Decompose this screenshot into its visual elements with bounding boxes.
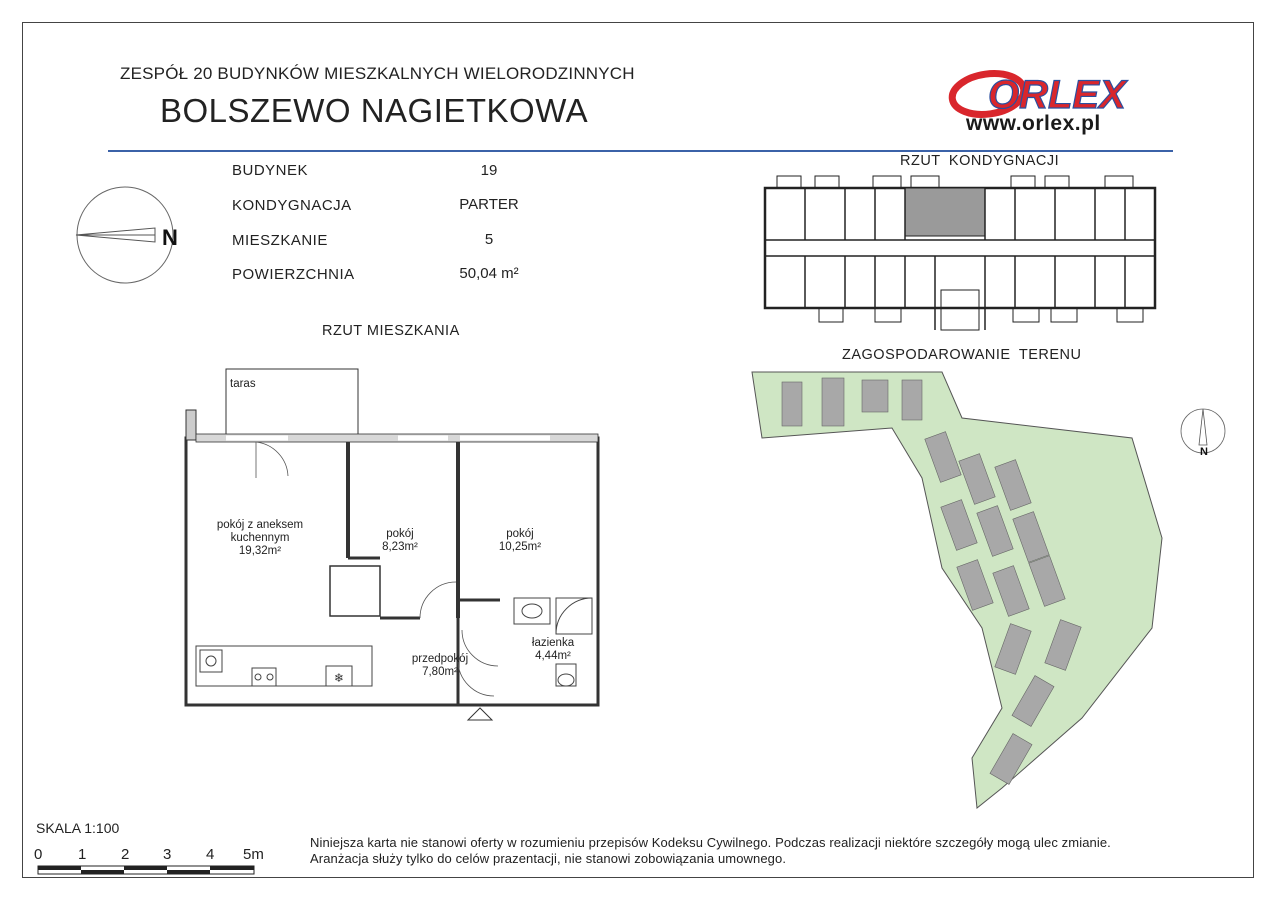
room-1-area: 8,23m² xyxy=(382,541,418,553)
apartment-plan-label: RZUT MIESZKANIA xyxy=(322,323,460,339)
scale-bar xyxy=(38,866,254,874)
room-bath xyxy=(520,637,586,663)
site-compass-letter: N xyxy=(1200,446,1208,458)
scale-label: SKALA 1:100 xyxy=(36,820,120,836)
info-value-area: 50,04 m² xyxy=(459,265,519,282)
project-subtitle: ZESPÓŁ 20 BUDYNKÓW MIESZKALNYCH WIELORODZINNYCH xyxy=(120,64,635,83)
room-living-name-1: pokój z aneksem xyxy=(216,519,304,531)
scale-tick-4: 4 xyxy=(206,846,215,863)
room-2-area: 10,25m² xyxy=(498,541,542,553)
logo-wordmark: ORLEX xyxy=(988,73,1126,117)
room-label-terrace: taras xyxy=(230,378,256,390)
info-label-building: BUDYNEK xyxy=(232,162,309,179)
info-label-floor: KONDYGNACJA xyxy=(232,197,352,214)
info-label-area: POWIERZCHNIA xyxy=(232,266,355,283)
info-value-building: 19 xyxy=(480,162,498,179)
room-2-name: pokój xyxy=(506,528,534,540)
scale-tick-1: 1 xyxy=(78,846,87,863)
info-label-apartment: MIESZKANIE xyxy=(232,232,328,249)
floor-plan-drawing xyxy=(755,170,1165,330)
scale-tick-5: 5m xyxy=(243,846,264,863)
info-value-apartment: 5 xyxy=(484,231,494,248)
header-rule xyxy=(108,150,1173,152)
room-living xyxy=(192,519,328,558)
site-plan-drawing xyxy=(752,368,1172,818)
room-living-area: 19,32m² xyxy=(238,545,282,557)
room-1-name: pokój xyxy=(386,528,414,540)
room-bath-name: łazienka xyxy=(531,637,575,649)
disclaimer-line-2: Aranżacja służy tylko do celów prazentacji, nie stanowi zobowiązania umownego. xyxy=(310,851,787,866)
room-hall xyxy=(400,653,480,679)
room-living-name-2: kuchennym xyxy=(230,532,290,544)
room-bath-area: 4,44m² xyxy=(535,650,571,662)
floor-plan-label: RZUT KONDYGNACJI xyxy=(900,153,1060,169)
disclaimer-line-1: Niniejsza karta nie stanowi oferty w rozumieniu przepisów Kodeksu Cywilnego. Podczas realizacji niektóre szczegóły mogą ulec zmianie. xyxy=(310,835,1111,850)
room-hall-area: 7,80m² xyxy=(422,666,458,678)
scale-tick-3: 3 xyxy=(163,846,172,863)
project-title: BOLSZEWO NAGIETKOWA xyxy=(160,92,589,129)
compass-letter: N xyxy=(162,225,178,250)
site-plan-label: ZAGOSPODAROWANIE TERENU xyxy=(842,347,1082,363)
svg-text:❄: ❄ xyxy=(333,671,345,685)
room-2 xyxy=(482,528,558,554)
scale-tick-0: 0 xyxy=(34,846,43,863)
site-compass-icon xyxy=(1178,405,1228,460)
orlex-logo xyxy=(948,70,1178,118)
compass-icon xyxy=(70,185,180,285)
info-value-floor: PARTER xyxy=(459,196,519,213)
room-hall-name: przedpokój xyxy=(411,653,469,665)
scale-tick-2: 2 xyxy=(121,846,130,863)
logo-url: www.orlex.pl xyxy=(966,112,1101,135)
room-1 xyxy=(362,528,438,554)
